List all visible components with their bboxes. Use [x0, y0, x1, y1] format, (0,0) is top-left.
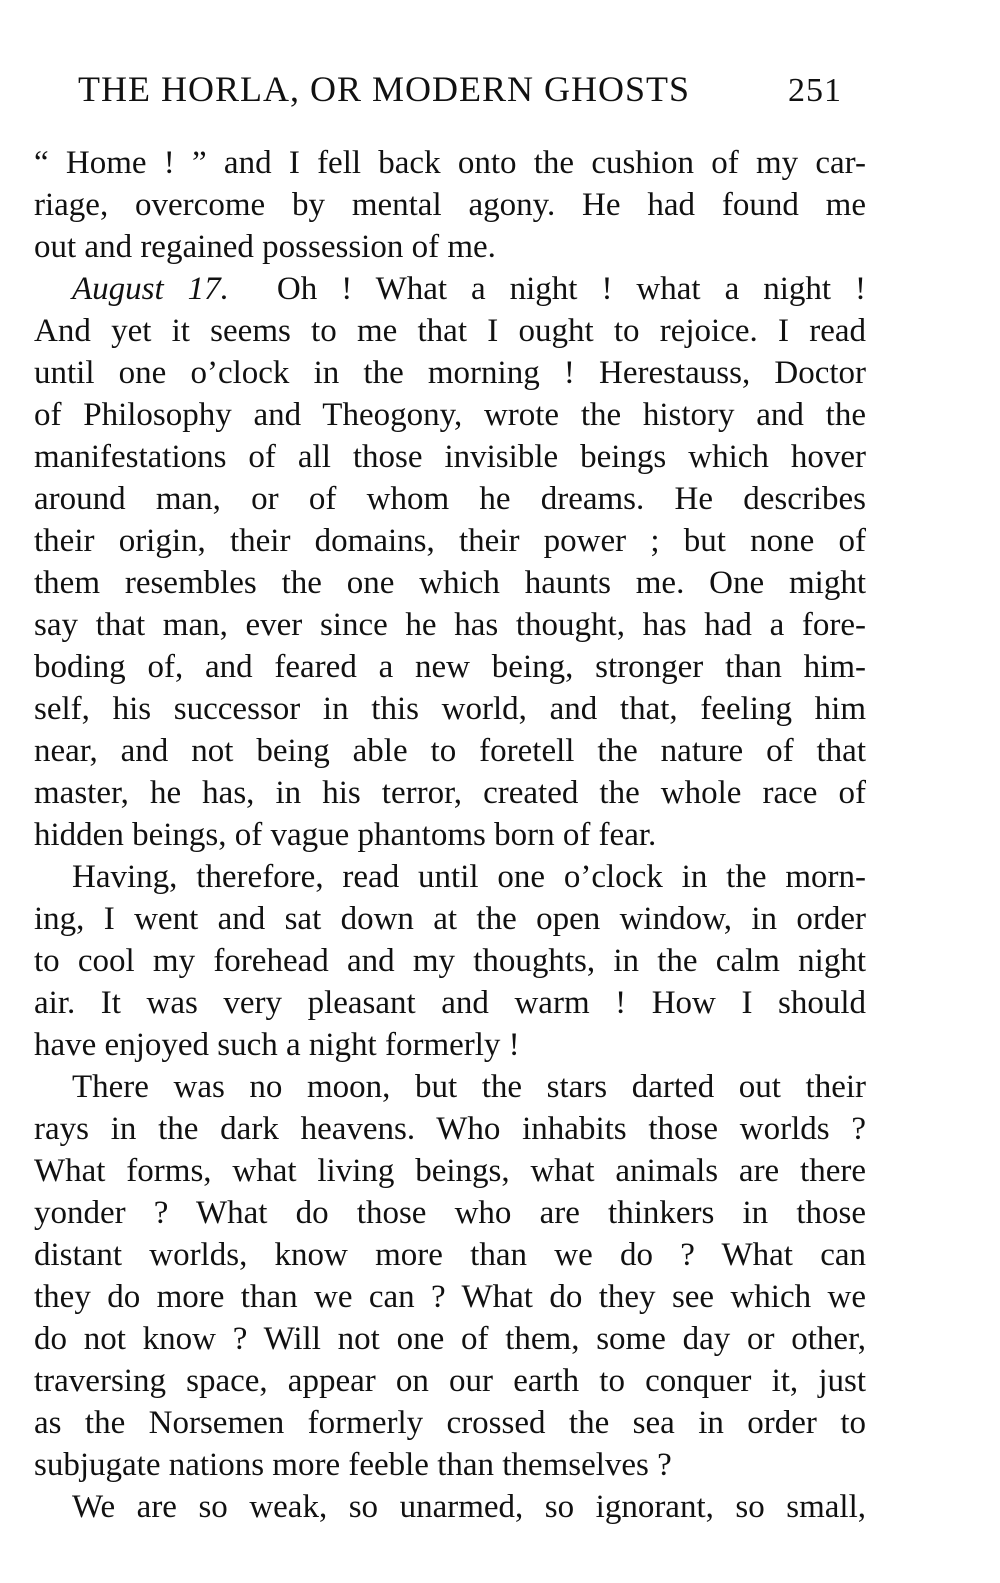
dateline: August 17. — [72, 271, 229, 307]
page-number: 251 — [788, 72, 842, 109]
text-line: self, his successor in this world, and that, feeling him — [34, 691, 866, 727]
text-line: have enjoyed such a night formerly ! — [34, 1027, 520, 1063]
text-line: And yet it seems to me that I ought to rejoice. I read — [34, 313, 866, 349]
text-line: There was no moon, but the stars darted out their — [72, 1069, 866, 1105]
text-line: hidden beings, of vague phantoms born of fear. — [34, 817, 657, 853]
text-line: manifestations of all those invisible beings which hover — [34, 439, 866, 475]
text-line: near, and not being able to foretell the nature of that — [34, 733, 866, 769]
text-line: to cool my forehead and my thoughts, in the calm night — [34, 943, 866, 979]
text-line: subjugate nations more feeble than themselves ? — [34, 1447, 672, 1483]
text-line: out and regained possession of me. — [34, 229, 496, 265]
text-line: them resembles the one which haunts me. One might — [34, 565, 866, 601]
text-line: boding of, and feared a new being, stronger than him- — [34, 649, 866, 685]
text-line: rays in the dark heavens. Who inhabits those worlds ? — [34, 1111, 866, 1147]
text-line: We are so weak, so unarmed, so ignorant, so small, — [72, 1489, 866, 1525]
text-line: air. It was very pleasant and warm ! How I should — [34, 985, 866, 1021]
text-line: of Philosophy and Theogony, wrote the history and the — [34, 397, 866, 433]
text-line: as the Norsemen formerly crossed the sea in order to — [34, 1405, 866, 1441]
text-line: Having, therefore, read until one o’clock in the morn- — [72, 859, 866, 895]
dateline-text: Oh ! What a night ! what a night ! — [276, 271, 867, 307]
running-header — [78, 64, 878, 114]
text-line: traversing space, appear on our earth to conquer it, just — [34, 1363, 866, 1399]
text-line: around man, or of whom he dreams. He describes — [34, 481, 866, 517]
text-line: “ Home ! ” and I fell back onto the cushion of my car- — [34, 145, 866, 181]
text-line: distant worlds, know more than we do ? What can — [34, 1237, 866, 1273]
text-line: their origin, their domains, their power ; but none of — [34, 523, 866, 559]
text-line — [34, 268, 866, 310]
text-line: master, he has, in his terror, created the whole race of — [34, 775, 866, 811]
text-line: say that man, ever since he has thought, has had a fore- — [34, 607, 866, 643]
text-line: ing, I went and sat down at the open window, in order — [34, 901, 866, 937]
text-line: they do more than we can ? What do they see which we — [34, 1279, 866, 1315]
body-text — [34, 142, 866, 1528]
text-line: until one o’clock in the morning ! Herestauss, Doctor — [34, 355, 866, 391]
chapter-title: THE HORLA, OR MODERN GHOSTS — [78, 69, 691, 109]
text-line: yonder ? What do those who are thinkers in those — [34, 1195, 866, 1231]
text-line: riage, overcome by mental agony. He had found me — [34, 187, 866, 223]
text-line: What forms, what living beings, what animals are there — [34, 1153, 866, 1189]
text-line: do not know ? Will not one of them, some day or other, — [34, 1321, 866, 1357]
